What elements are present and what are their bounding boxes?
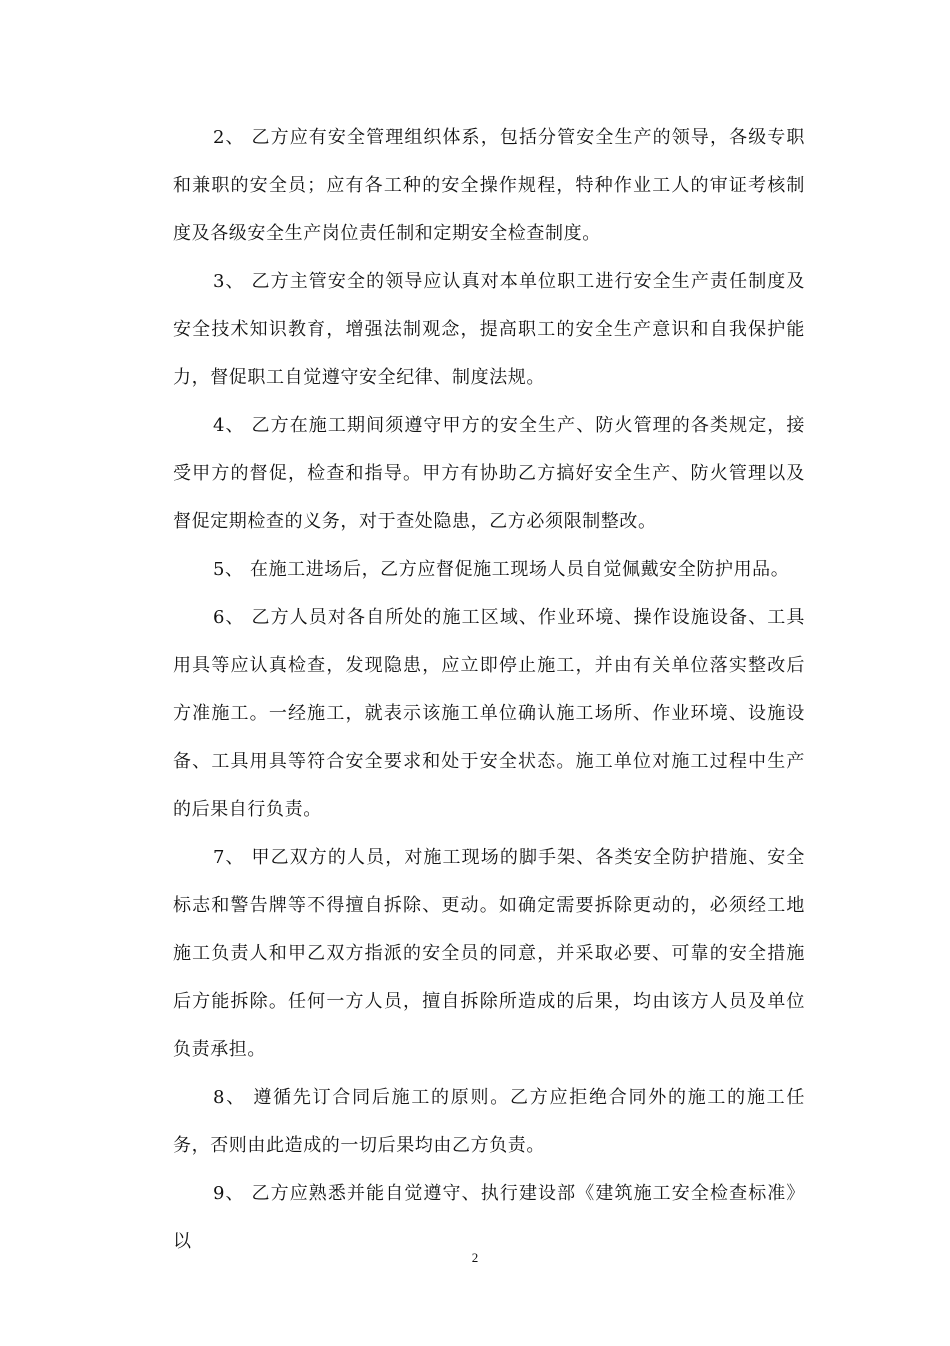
clause-6: 6、 乙方人员对各自所处的施工区域、作业环境、操作设施设备、工具用具等应认真检查，发现隐患，应立即停止施工，并由有关单位落实整改后方准施工。一经施工，就表示该施工单位确认施工场所、作业环境、设施设备、工具用具等符合安全要求和处于安全状态。施工单位对施工过程中生产的后果自行负责。	[173, 607, 805, 820]
clause-8: 8、 遵循先订合同后施工的原则。乙方应拒绝合同外的施工的施工任务，否则由此造成的一切后果均由乙方负责。	[173, 1087, 805, 1156]
clause-9: 9、 乙方应熟悉并能自觉遵守、执行建设部《建筑施工安全检查标准》以	[173, 1183, 805, 1252]
clause-3: 3、 乙方主管安全的领导应认真对本单位职工进行安全生产责任制度及安全技术知识教育，增强法制观念，提高职工的安全生产意识和自我保护能力，督促职工自觉遵守安全纪律、制度法规。	[173, 271, 805, 388]
clause-7: 7、 甲乙双方的人员，对施工现场的脚手架、各类安全防护措施、安全标志和警告牌等不得擅自拆除、更动。如确定需要拆除更动的，必须经工地施工负责人和甲乙双方指派的安全员的同意，并采取必要、可靠的安全措施后方能拆除。任何一方人员，擅自拆除所造成的后果，均由该方人员及单位负责承担。	[173, 847, 805, 1060]
page-number: 2	[471, 1250, 479, 1265]
document-body	[173, 114, 805, 1266]
clause-5: 5、 在施工进场后，乙方应督促施工现场人员自觉佩戴安全防护用品。	[213, 559, 790, 580]
clause-2: 2、 乙方应有安全管理组织体系，包括分管安全生产的领导，各级专职和兼职的安全员；应有各工种的安全操作规程，特种作业工人的审证考核制度及各级安全生产岗位责任制和定期安全检查制度。	[173, 127, 805, 244]
clause-4: 4、 乙方在施工期间须遵守甲方的安全生产、防火管理的各类规定，接受甲方的督促，检查和指导。甲方有协助乙方搞好安全生产、防火管理以及督促定期检查的义务，对于查处隐患，乙方必须限制整改。	[173, 415, 805, 532]
